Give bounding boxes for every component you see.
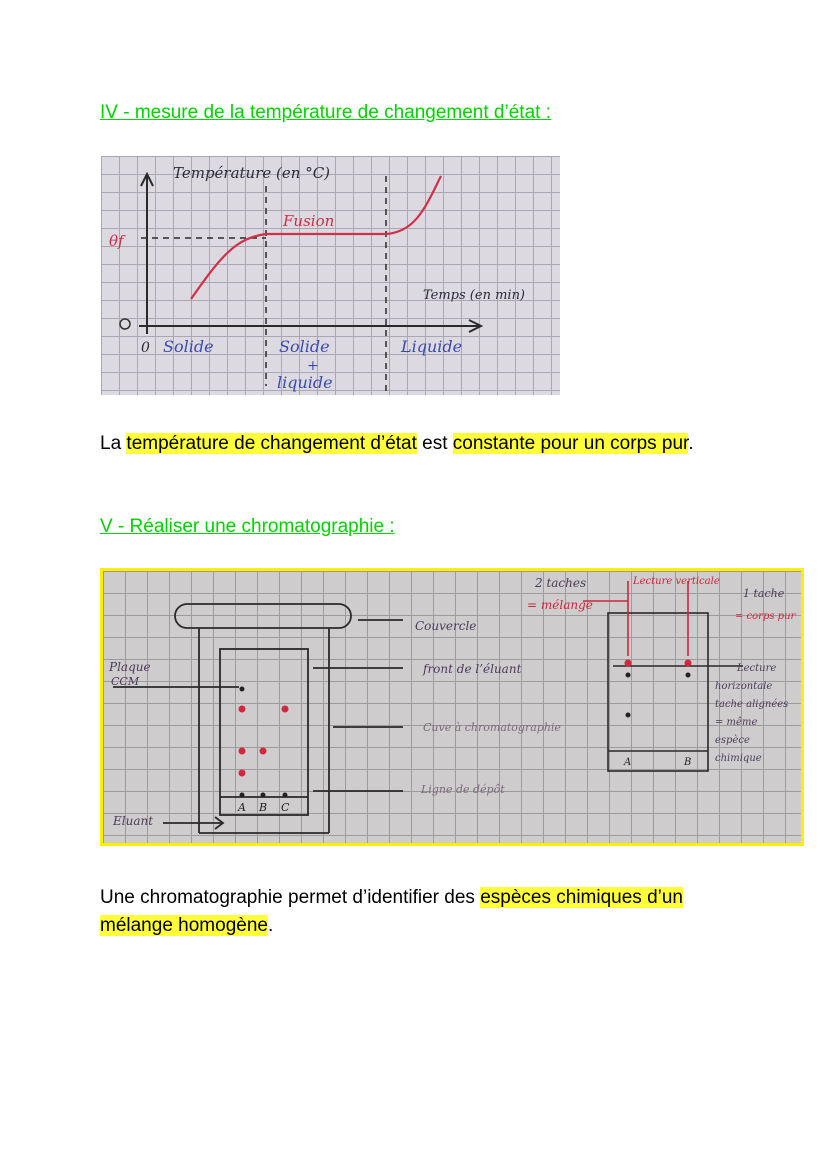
right-label-b: B <box>684 757 692 768</box>
highlight-constant: constante pour un corps pur <box>452 433 689 454</box>
sentence-text: Une chromatographie permet d’identifier des <box>100 887 481 908</box>
section-5-heading: V - Réaliser une chromatographie : <box>100 516 395 537</box>
sentence-text: La <box>100 433 127 454</box>
state-change-graph-photo <box>101 156 560 395</box>
horizontal-reading-6: chimique <box>715 753 762 764</box>
spot-label-c: C <box>281 801 290 814</box>
section-4-heading: IV - mesure de la température de changement d’état : <box>100 102 551 123</box>
horizontal-reading-5: espèce <box>715 735 750 746</box>
eluant-label: Eluant <box>113 814 154 828</box>
theta-f-label: θf <box>109 232 124 250</box>
y-axis-label: Température (en °C) <box>173 164 331 182</box>
plate-label-2: CCM <box>111 675 140 688</box>
spot-label-b: B <box>259 801 268 814</box>
two-spots-label: 2 taches <box>535 576 587 590</box>
phase-solid-liquid-label-2: liquide <box>277 373 333 392</box>
highlight-temperature: température de changement d’état <box>126 433 417 454</box>
highlight-chemical-species: espèces chimiques d’un mélange homogène <box>100 887 684 936</box>
sentence-text: . <box>267 915 274 936</box>
phase-solid-liquid-label-1: Solide <box>279 337 330 356</box>
phase-solid-liquid-plus: + <box>307 358 319 374</box>
reading-arrows <box>583 581 688 656</box>
phase-liquid-label: Liquide <box>401 337 463 356</box>
temperature-curve <box>191 176 441 299</box>
horizontal-reading-1: Lecture <box>737 663 777 674</box>
x-axis-label: Temps (en min) <box>423 288 526 303</box>
spot-label-a: A <box>238 801 246 814</box>
pure-body-label: = corps pur <box>735 611 796 622</box>
horizontal-reading-3: tache alignées <box>715 699 789 710</box>
sentence-text: est <box>416 433 453 454</box>
front-label: front de l’éluant <box>423 662 522 676</box>
tank-drawing <box>113 604 403 833</box>
origin-label: 0 <box>141 340 150 356</box>
plate-label: Plaque <box>109 660 151 674</box>
mixture-label: = mélange <box>527 598 593 612</box>
phase-solid-label: Solide <box>163 337 214 356</box>
right-label-a: A <box>624 757 632 768</box>
chromatography-sentence <box>100 884 740 940</box>
chromatography-photo <box>100 568 804 846</box>
deposit-line-label: Ligne de dépôt <box>421 783 505 796</box>
horizontal-reading-2: horizontale <box>715 681 773 692</box>
horizontal-reading-4: = même <box>715 717 758 728</box>
one-spot-label: 1 tache <box>743 587 785 600</box>
lid-label: Couvercle <box>415 619 477 633</box>
fusion-label: Fusion <box>283 212 335 230</box>
state-change-sentence <box>100 430 740 458</box>
sentence-text: . <box>688 433 694 454</box>
origin-marker <box>120 319 130 329</box>
graph-guides <box>141 176 386 395</box>
vertical-reading-label: Lecture verticale <box>633 576 720 587</box>
tank-label: Cuve à chromatographie <box>423 721 561 734</box>
